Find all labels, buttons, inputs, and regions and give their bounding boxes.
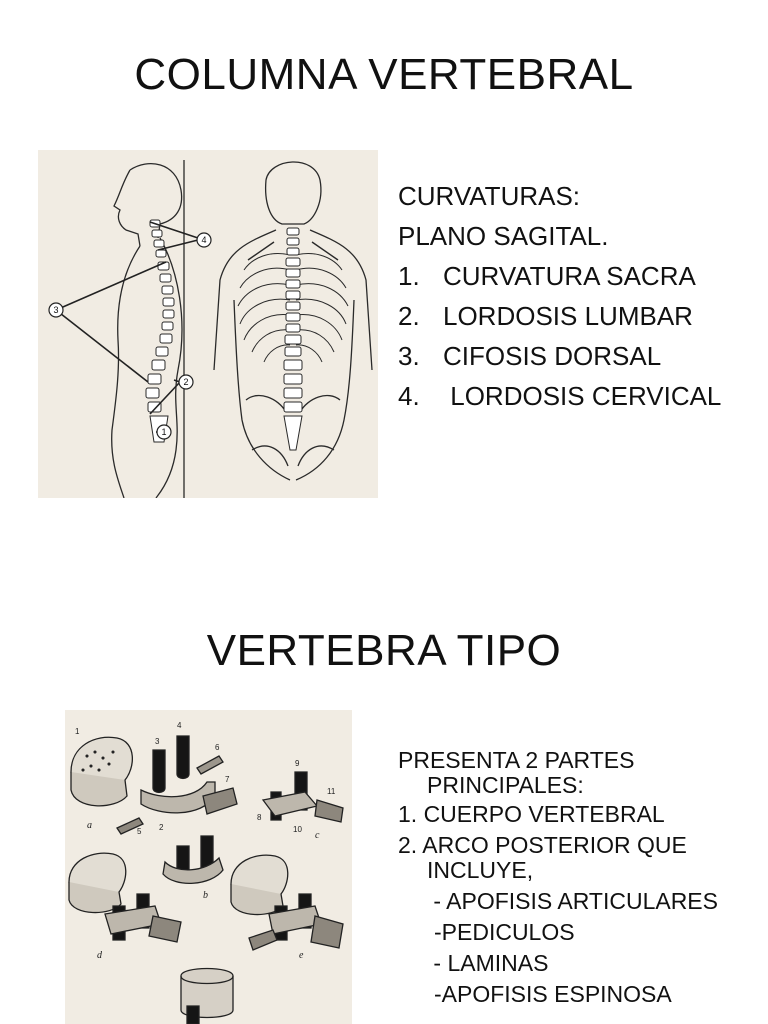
list-item [398,260,758,292]
figure-label-a: a [87,820,92,831]
back-head-outline [266,162,321,224]
list-item [398,300,758,332]
figure-label-6: 6 [215,743,220,752]
list-item-text: CURVATURA SACRA [443,261,696,291]
figure-label-5: 5 [137,827,142,836]
figure-label-8: 8 [257,813,262,822]
sub-item-laminae: - LAMINAS [427,950,549,976]
figure-label-d: d [97,950,102,961]
sub-item-pedicles: -PEDICULOS [434,919,575,945]
sub-item-articular: - APOFISIS ARTICULARES [427,888,718,914]
list-item-text: LORDOSIS CERVICAL [443,381,722,411]
curvature-callout-lines [56,222,198,432]
slide-title: COLUMNA VERTEBRAL [134,50,634,99]
figure-label-b: b [203,890,208,901]
list-item-number: 3. [398,341,420,371]
part-a [71,736,237,834]
list-item-number: 2. [398,301,420,331]
figure-label-2: 2 [159,823,164,832]
list-item [398,380,758,412]
list-item-body: 1. CUERPO VERTEBRAL [398,801,665,827]
figure-label-7: 7 [225,775,230,784]
figure-label-e: e [299,950,304,961]
typical-vertebra-illustration [65,710,352,1024]
list-item-number: 4. [398,381,420,411]
curvatures-list [398,260,758,412]
curvatures-heading: CURVATURAS: [398,181,581,211]
list-item [398,340,758,372]
figure-label-9: 9 [295,759,300,768]
vertebra-drawing [65,710,352,1024]
list-item-text: LORDOSIS LUMBAR [443,301,693,331]
figure-label-1: 1 [75,727,80,736]
intro-text: PRESENTA 2 PARTES PRINCIPALES: [398,747,635,798]
figure-label-3: 3 [53,305,59,315]
side-spine [146,220,174,442]
spine-curvatures-illustration [38,150,378,498]
list-item-text: CIFOSIS DORSAL [443,341,662,371]
figure-label-3: 3 [155,737,160,746]
list-item-number: 1. [398,261,420,291]
part-bottom [181,969,233,1024]
slide-title: VERTEBRA TIPO [206,626,562,675]
figure-label-10: 10 [293,825,302,834]
part-b [163,836,223,883]
figure-label-2: 2 [183,377,189,387]
part-e [231,855,343,950]
spine-drawing [38,150,378,498]
vertebra-parts-text [398,748,758,1007]
curvatures-text [398,180,758,412]
figure-label-4: 4 [177,721,182,730]
figure-label-1: 1 [161,427,167,437]
figure-label-c: c [315,830,320,841]
slide-vertebra-tipo [0,560,768,1024]
back-spine [284,228,302,450]
sub-item-spinous: -APOFISIS ESPINOSA [434,981,672,1007]
part-c [263,772,343,822]
plane-heading: PLANO SAGITAL. [398,221,609,251]
figure-label-11: 11 [327,787,336,796]
figure-label-4: 4 [201,235,207,245]
side-face [114,170,140,246]
list-item-arch: 2. ARCO POSTERIOR QUE INCLUYE, [398,832,687,883]
